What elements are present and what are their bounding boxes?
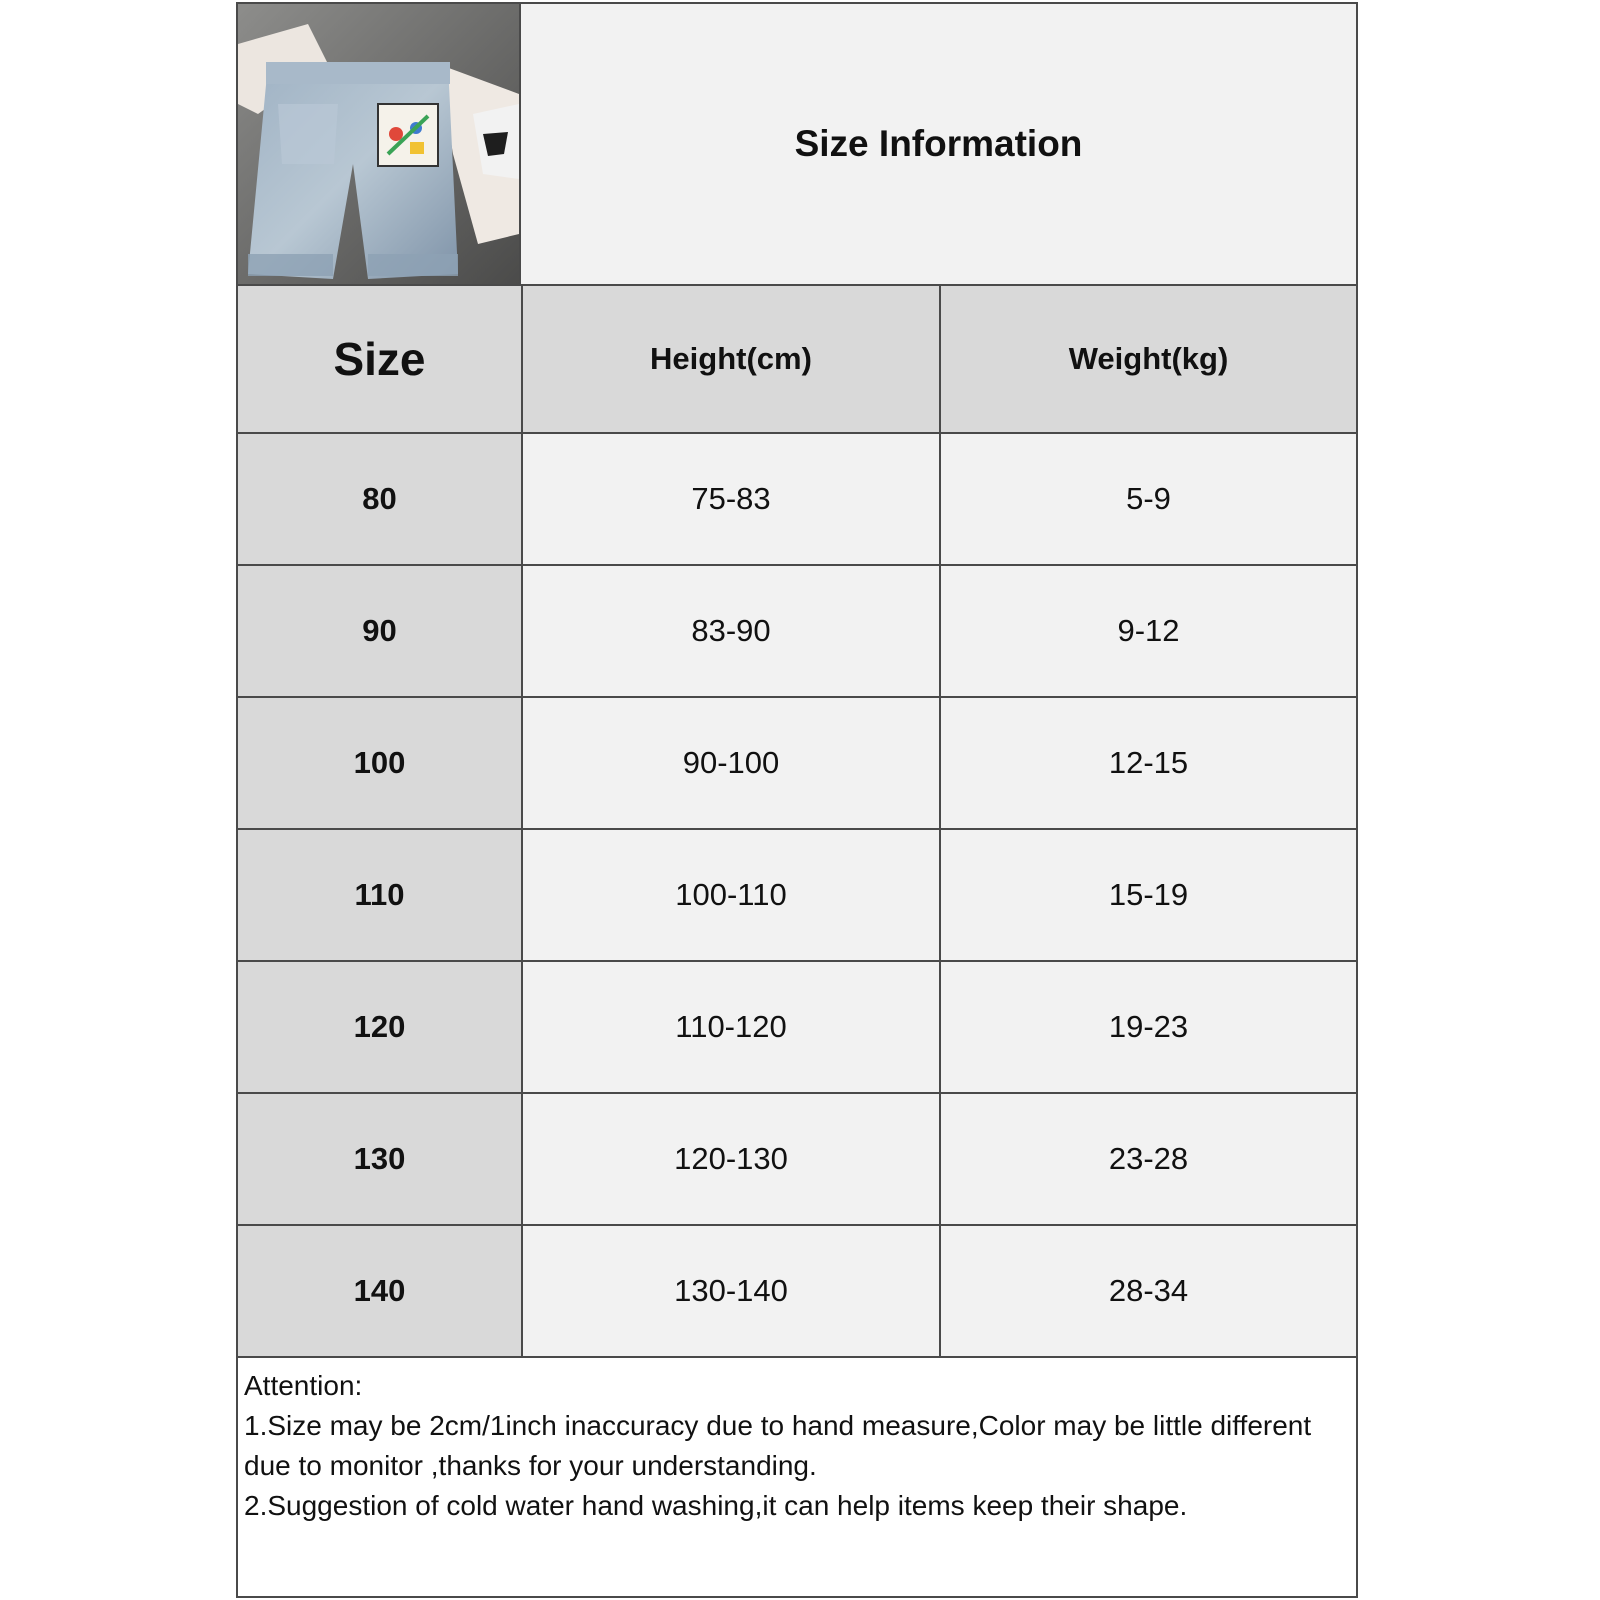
height-cell: 100-110 (523, 830, 941, 960)
attention-line: 1.Size may be 2cm/1inch inaccuracy due to hand measure,Color may be little different due to monitor ,thanks for your understanding. (244, 1410, 1312, 1481)
size-cell: 80 (238, 434, 523, 564)
weight-cell: 19-23 (941, 962, 1356, 1092)
size-cell: 120 (238, 962, 523, 1092)
weight-cell: 23-28 (941, 1094, 1356, 1224)
table-row (238, 698, 1356, 830)
header-size: Size (238, 286, 523, 432)
table-row (238, 434, 1356, 566)
product-photo (238, 4, 521, 284)
weight-cell: 28-34 (941, 1226, 1356, 1356)
jeans-photo (238, 4, 519, 284)
weight-cell: 5-9 (941, 434, 1356, 564)
attention-notes (238, 1362, 1356, 1530)
table-row (238, 566, 1356, 698)
height-cell: 110-120 (523, 962, 941, 1092)
header-height: Height(cm) (523, 286, 941, 432)
height-cell: 120-130 (523, 1094, 941, 1224)
table-row (238, 1094, 1356, 1226)
height-cell: 75-83 (523, 434, 941, 564)
height-cell: 83-90 (523, 566, 941, 696)
weight-cell: 9-12 (941, 566, 1356, 696)
size-cell: 110 (238, 830, 523, 960)
weight-cell: 15-19 (941, 830, 1356, 960)
size-cell: 140 (238, 1226, 523, 1356)
title-cell (521, 4, 1356, 284)
attention-label: Attention: (244, 1370, 363, 1401)
height-cell: 130-140 (523, 1226, 941, 1356)
height-cell: 90-100 (523, 698, 941, 828)
table-header-row (238, 286, 1356, 434)
size-chart (236, 2, 1358, 1598)
weight-cell: 12-15 (941, 698, 1356, 828)
size-cell: 130 (238, 1094, 523, 1224)
header-row (238, 4, 1356, 286)
header-weight: Weight(kg) (941, 286, 1356, 432)
size-table (238, 286, 1356, 1358)
table-row (238, 830, 1356, 962)
table-row (238, 1226, 1356, 1358)
chart-title: Size Information (794, 123, 1083, 164)
size-cell: 90 (238, 566, 523, 696)
attention-line: 2.Suggestion of cold water hand washing,it can help items keep their shape. (244, 1490, 1188, 1521)
table-row (238, 962, 1356, 1094)
size-cell: 100 (238, 698, 523, 828)
